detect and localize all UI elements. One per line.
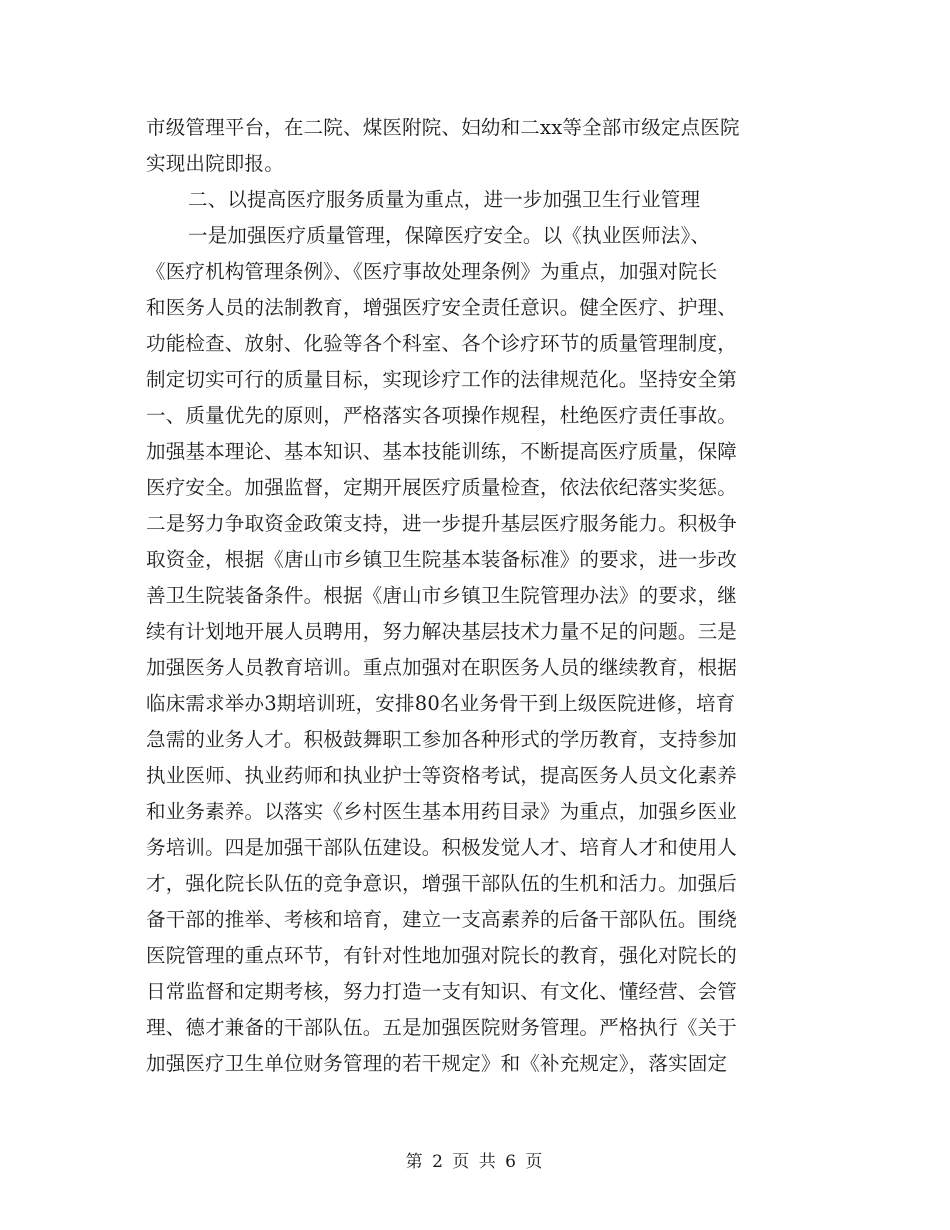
text-line: 加强医疗卫生单位财务管理的若干规定》和《补充规定》，落实固定	[146, 1052, 728, 1075]
text-line: 务培训。四是加强干部队伍建设。积极发觉人才、培育人才和使用人	[146, 836, 738, 859]
text-line: 和业务素养。以落实《乡村医生基本用药目录》为重点，加强乡医业	[146, 800, 738, 823]
text-line: 善卫生院装备条件。根据《唐山市乡镇卫生院管理办法》的要求，继	[146, 584, 738, 607]
text-line: 一是加强医疗质量管理，保障医疗安全。以《执业医师法》、	[188, 224, 711, 247]
text-line: 日常监督和定期考核，努力打造一支有知识、有文化、懂经营、会管	[146, 980, 738, 1003]
text-line: 备干部的推举、考核和培育，建立一支高素养的后备干部队伍。围绕	[146, 908, 738, 931]
text-line: 急需的业务人才。积极鼓舞职工参加各种形式的学历教育，支持参加	[146, 728, 738, 751]
text-line: 续有计划地开展人员聘用，努力解决基层技术力量不足的问题。三是	[146, 620, 738, 643]
text-line: 医院管理的重点环节，有针对性地加强对院长的教育，强化对院长的	[146, 944, 738, 967]
text-line: 执业医师、执业药师和执业护士等资格考试，提高医务人员文化素养	[146, 764, 738, 787]
text-line: 功能检查、放射、化验等各个科室、各个诊疗环节的质量管理制度，	[146, 332, 738, 355]
text-line: 理、德才兼备的干部队伍。五是加强医院财务管理。严格执行《关于	[146, 1016, 738, 1039]
text-line: 加强基本理论、基本知识、基本技能训练，不断提高医疗质量，保障	[146, 440, 738, 463]
text-line: 和医务人员的法制教育，增强医疗安全责任意识。健全医疗、护理、	[146, 296, 738, 319]
text-line: 市级管理平台，在二院、煤医附院、妇幼和二xx等全部市级定点医院	[146, 116, 740, 139]
text-line: 实现出院即报。	[146, 152, 284, 175]
text-line: 加强医务人员教育培训。重点加强对在职医务人员的继续教育，根据	[146, 656, 738, 679]
page-number-footer: 第 2 页 共 6 页	[405, 1152, 545, 1172]
text-line: 制定切实可行的质量目标，实现诊疗工作的法律规范化。坚持安全第	[146, 368, 738, 391]
text-line: 医疗安全。加强监督，定期开展医疗质量检查，依法依纪落实奖惩。	[146, 476, 738, 499]
text-line: 二是努力争取资金政策支持，进一步提升基层医疗服务能力。积极争	[146, 512, 738, 535]
text-line: 才，强化院长队伍的竞争意识，增强干部队伍的生机和活力。加强后	[146, 872, 738, 895]
text-line: 取资金，根据《唐山市乡镇卫生院基本装备标准》的要求，进一步改	[146, 548, 738, 571]
text-line: 临床需求举办3期培训班，安排80名业务骨干到上级医院进修，培育	[146, 692, 736, 715]
text-line: 一、质量优先的原则，严格落实各项操作规程，杜绝医疗责任事故。	[146, 404, 738, 427]
text-line: 《医疗机构管理条例》、《医疗事故处理条例》为重点，加强对院长	[146, 260, 718, 283]
section-heading: 二、以提高医疗服务质量为重点，进一步加强卫生行业管理	[188, 188, 701, 211]
